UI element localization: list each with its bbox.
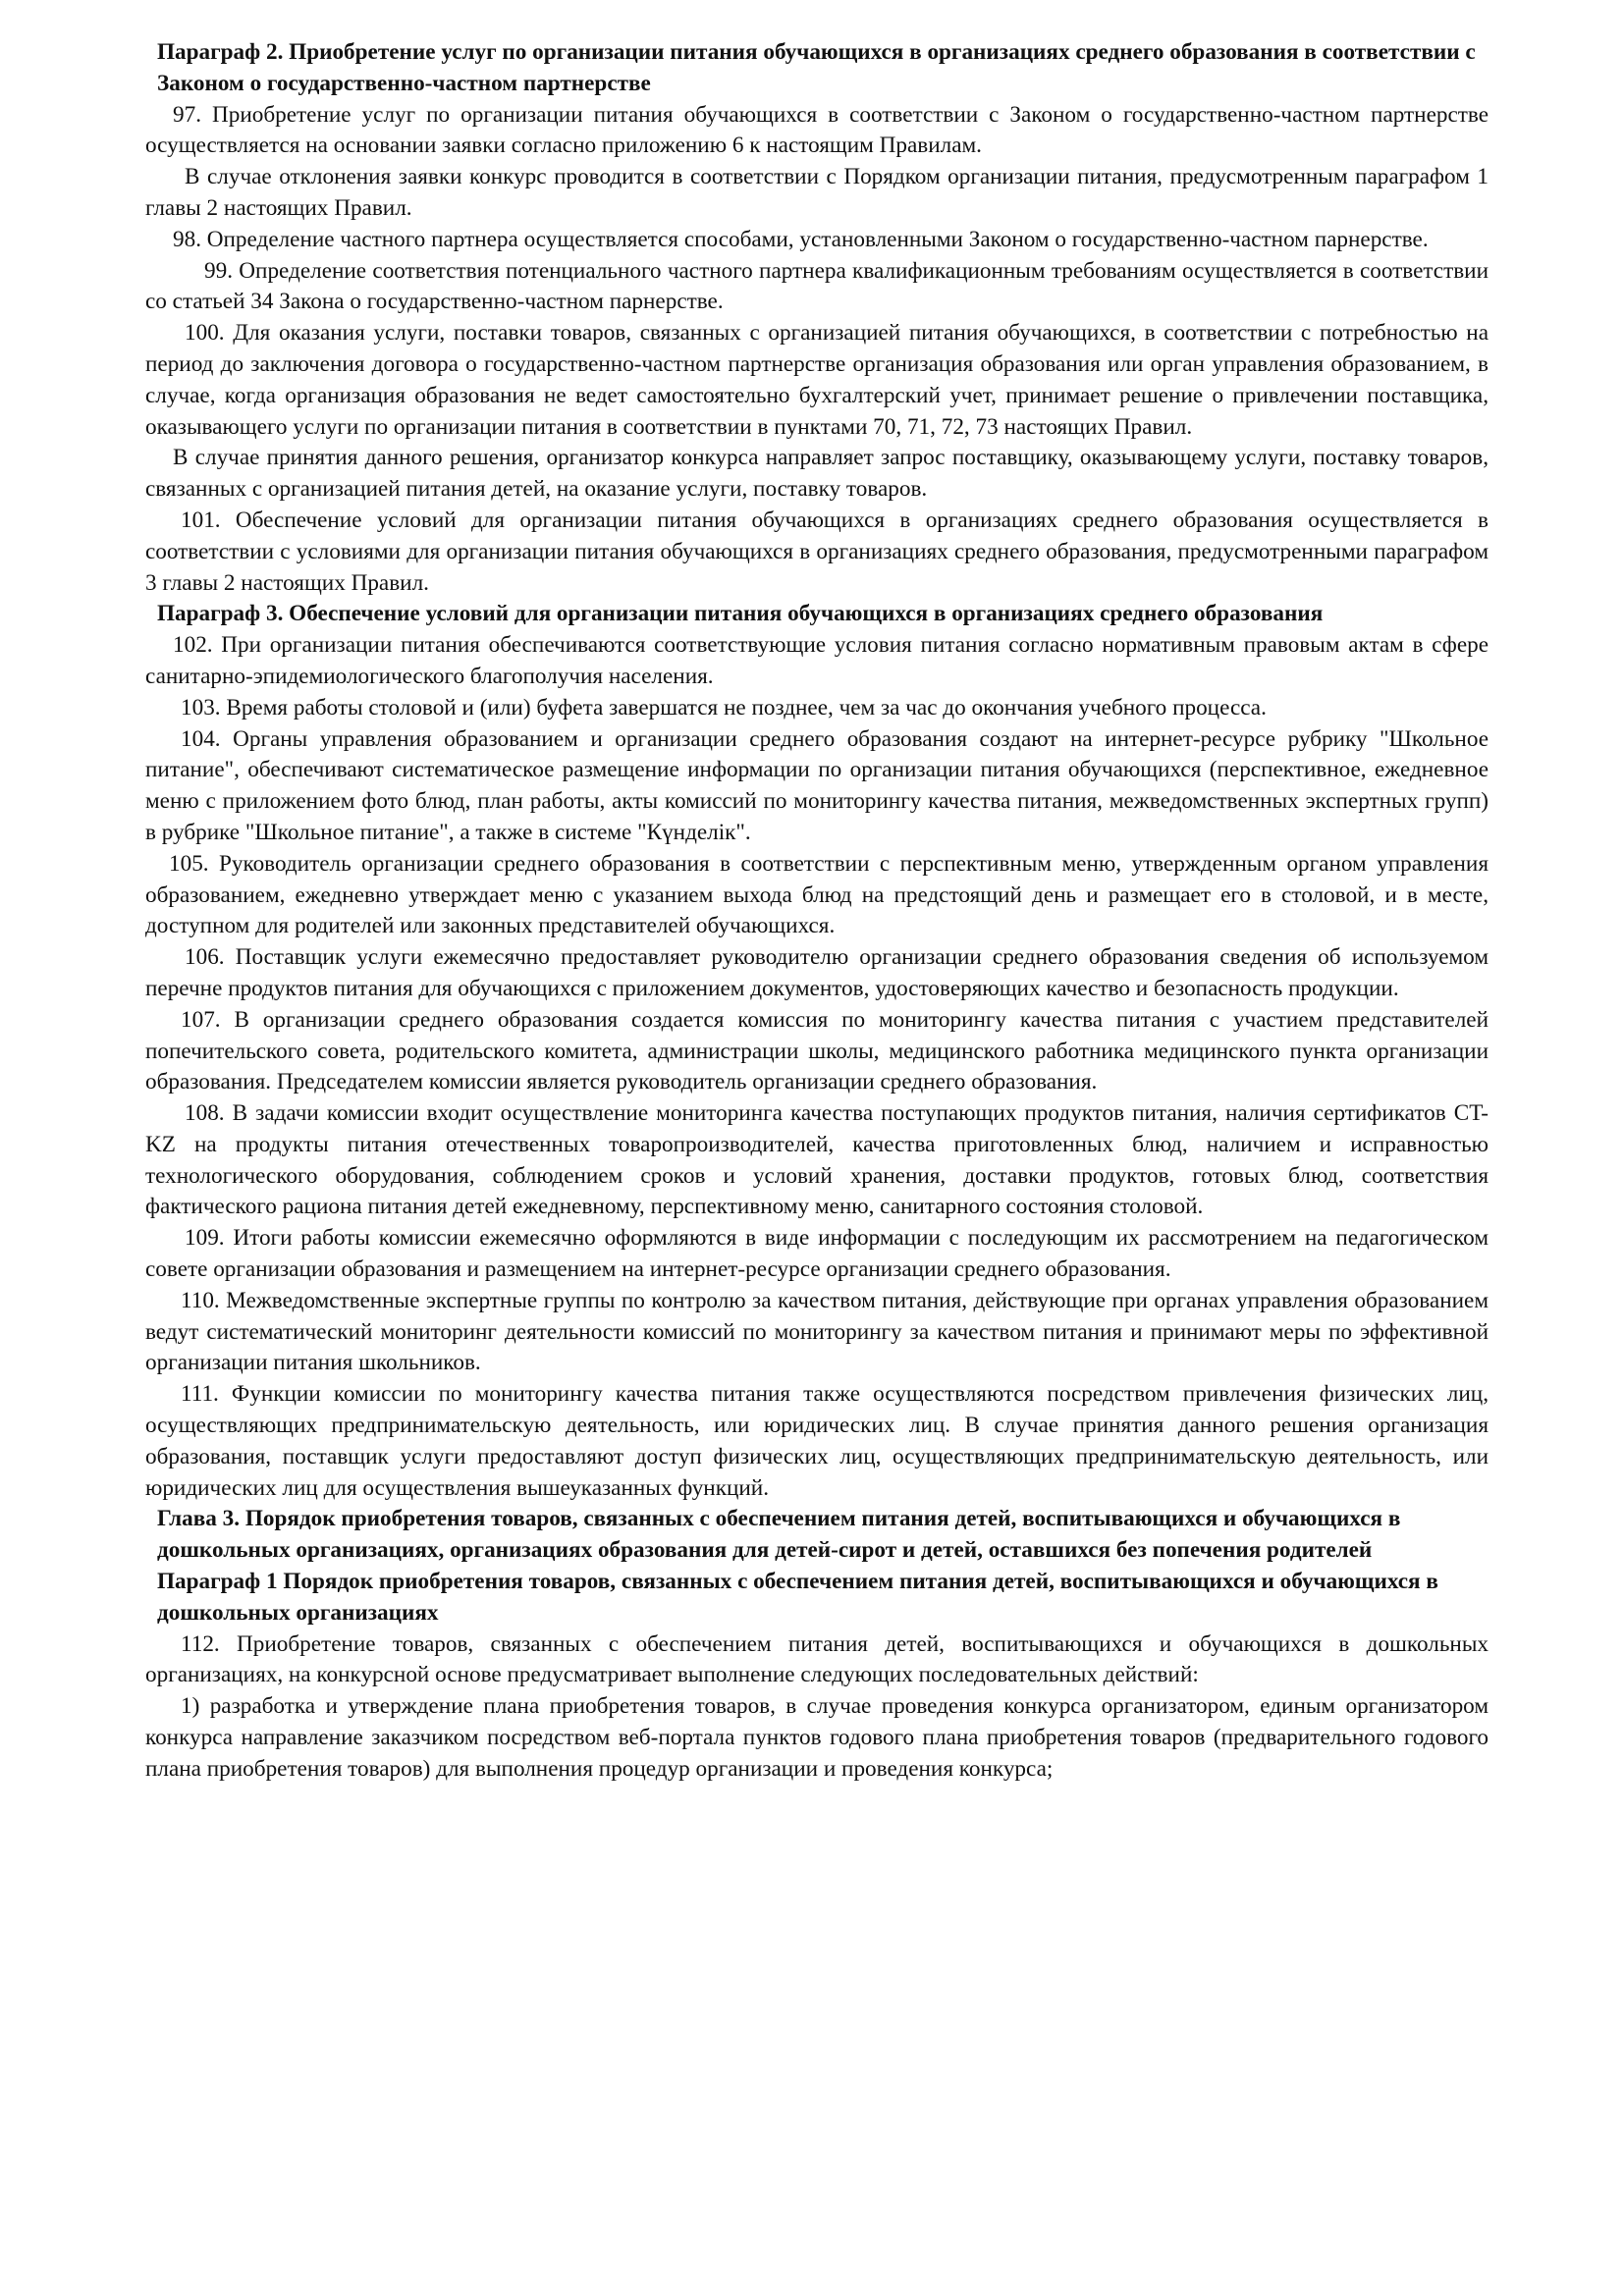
clause-105: 105. Руководитель организации среднего образования в соответствии с перспективным меню, утвержденным органом управления образованием, ежедневно утверждает меню с указанием выхода блюд на предстоящий день и размещает его в столовой, и в месте, доступном для родителей или законных представителей обучающихся. xyxy=(145,850,1489,939)
clause-100: 100. Для оказания услуги, поставки товаров, связанных с организацией питания обучающихся, в соответствии с потребностью на период до заключения договора о государственно-частном партнерстве организация образования или орган управления образованием, в случае, когда организация образования не ведет самостоятельно бухгалтерский учет, принимает решение о привлечении поставщика, оказывающего услуги по организации питания в соответствии в пунктами 70, 71, 72, 73 настоящих Правил. xyxy=(145,320,1489,440)
clause-99: 99. Определение соответствия потенциального частного партнера квалификационным требованиям осуществляется в соответствии со статьей 34 Закона о государственно-частном парнерстве. xyxy=(145,257,1489,315)
clause-107: 107. В организации среднего образования создается комиссия по мониторингу качества питания с участием представителей попечительского совета, родительского комитета, администрации школы, медицинского работника медицинского пункта организации образования. Председателем комиссии является руководитель организации среднего образования. xyxy=(145,1006,1489,1095)
section-heading-paragraph-2: Параграф 2. Приобретение услуг по организации питания обучающихся в организациях среднего образования в соответствии с Законом о государственно-частном партнерстве xyxy=(157,39,1476,96)
clause-109: 109. Итоги работы комиссии ежемесячно оформляются в виде информации с последующим их рассмотрением на педагогическом совете организации образования и размещением на интернет-ресурсе организации среднего образования. xyxy=(145,1225,1489,1283)
clause-102: 102. При организации питания обеспечиваются соответствующие условия питания согласно нормативным правовым актам в сфере санитарно-эпидемиологического благополучия населения. xyxy=(145,632,1489,689)
clause-106: 106. Поставщик услуги ежемесячно предоставляет руководителю организации среднего образования сведения об используемом перечне продуктов питания для обучающихся с приложением документов, удостоверяющих качество и безопасность продукции. xyxy=(145,944,1489,1001)
clause-101: 101. Обеспечение условий для организации питания обучающихся в организациях среднего образования осуществляется в соответствии с условиями для организации питания обучающихся в организациях среднего образования, предусмотренными параграфом 3 главы 2 настоящих Правил. xyxy=(145,507,1489,596)
clause-103: 103. Время работы столовой и (или) буфета завершатся не позднее, чем за час до окончания учебного процесса. xyxy=(181,694,1267,721)
clause-104: 104. Органы управления образованием и организации среднего образования создают на интернет-ресурсе рубрику "Школьное питание", обеспечивают систематическое размещение информации по организации питания обучающихся (перспективное, ежедневное меню с приложением фото блюд, план работы, акты комиссий по мониторингу качества питания, межведомственных экспертных групп) в рубрике "Школьное питание", а также в системе "Күнделік". xyxy=(145,725,1489,845)
section-heading-paragraph-3: Параграф 3. Обеспечение условий для организации питания обучающихся в организациях среднего образования xyxy=(157,601,1324,627)
clause-108: 108. В задачи комиссии входит осуществление мониторинга качества поступающих продуктов питания, наличия сертификатов CT-KZ на продукты питания отечественных товаропроизводителей, качества приготовленных блюд, наличием и исправностью технологического оборудования, соблюдением сроков и условий хранения, доставки продуктов, готовых блюд, соответствия фактического рациона питания детей ежедневному, перспективному меню, санитарного состояния столовой. xyxy=(145,1100,1489,1220)
clause-97: 97. Приобретение услуг по организации питания обучающихся в соответствии с Законом о государственно-частном партнерстве осуществляется на основании заявки согласно приложению 6 к настоящим Правилам. xyxy=(145,101,1489,159)
clause-110: 110. Межведомственные экспертные группы по контролю за качеством питания, действующие при органах управления образованием ведут систематический мониторинг деятельности комиссий по мониторингу за качеством питания и принимают меры по эффективной организации питания школьников. xyxy=(145,1287,1489,1376)
document-page xyxy=(145,37,1489,1786)
clause-100-decision: В случае принятия данного решения, организатор конкурса направляет запрос поставщику, оказывающему услуги, поставку товаров, связанных с организацией питания детей, на оказание услуги, поставку товаров. xyxy=(145,445,1489,503)
clause-98: 98. Определение частного партнера осуществляется способами, установленными Законом о государственно-частном парнерстве. xyxy=(173,226,1429,252)
section-heading-paragraph-1: Параграф 1 Порядок приобретения товаров, связанных с обеспечением питания детей, воспитывающихся и обучающихся в дошкольных организациях xyxy=(157,1569,1438,1626)
chapter-heading-3: Глава 3. Порядок приобретения товаров, связанных с обеспечением питания детей, воспитывающихся и обучающихся в дошкольных организациях, организациях образования для детей-сирот и детей, оставшихся без попечения родителей xyxy=(157,1506,1401,1564)
clause-112-item-1: 1) разработка и утверждение плана приобретения товаров, в случае проведения конкурса организатором, единым организатором конкурса направление заказчиком посредством веб-портала пунктов годового плана приобретения товаров (предварительного годового плана приобретения товаров) для выполнения процедур организации и проведения конкурса; xyxy=(145,1693,1489,1782)
clause-111: 111. Функции комиссии по мониторингу качества питания также осуществляются посредством привлечения физических лиц, осуществляющих предпринимательскую деятельность, или юридических лиц. В случае принятия данного решения организация образования, поставщик услуги предоставляют доступ физических лиц, осуществляющих предпринимательскую деятельность, или юридических лиц для осуществления вышеуказанных функций. xyxy=(145,1381,1489,1501)
clause-112: 112. Приобретение товаров, связанных с обеспечением питания детей, воспитывающихся и обучающихся в дошкольных организациях, на конкурсной основе предусматривает выполнение следующих последовательных действий: xyxy=(145,1630,1489,1688)
clause-97-rejection: В случае отклонения заявки конкурс проводится в соответствии с Порядком организации питания, предусмотренным параграфом 1 главы 2 настоящих Правил. xyxy=(145,164,1489,221)
